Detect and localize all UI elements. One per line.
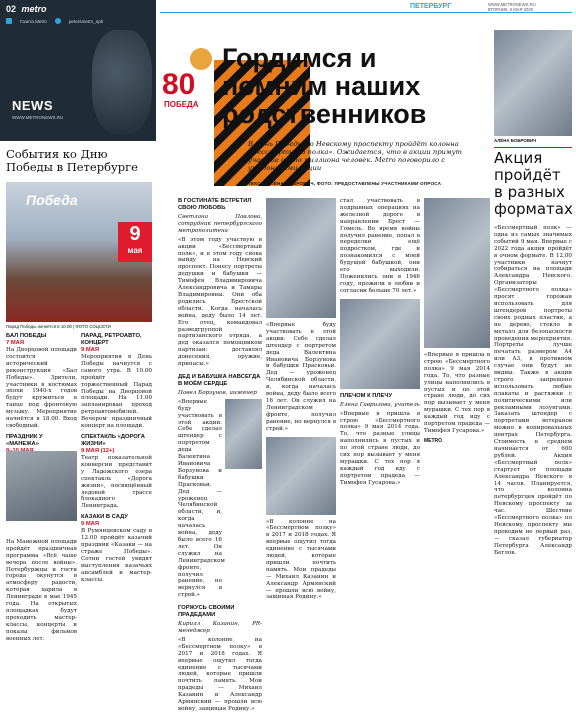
logo-year: 80	[162, 68, 196, 101]
story-author: Светлана Павлова, сотрудник петербургского метрополитена	[178, 214, 262, 234]
article-date: 7 МАЯ	[6, 340, 25, 346]
sidebar-col-2	[81, 333, 152, 683]
photo-caption: Парад Победы начнётся в 10.00 | ФОТО СОЦСЕТИ	[6, 324, 111, 329]
article-date: 9 МАЯ (12+)	[81, 447, 115, 454]
social-vk-label: Газета Metro	[20, 18, 47, 24]
date-badge: 9 мая	[118, 222, 152, 262]
sidebar-col-1	[6, 333, 77, 683]
parade-photo	[6, 182, 152, 322]
section-label: ПЕТЕРБУРГ	[410, 3, 452, 10]
article-title: ПРАЗДНИК У «МАНЕЖА»	[6, 433, 43, 447]
article-body: Мероприятия в День Победы начнутся с самого утра. В 10.00 пройдёт торжественный Парад Победы на Дворцовой площади. На 11.00 запланирован проход ретроавтомобилей. Вечером праздничный концерт на площади.	[81, 354, 152, 430]
story-middle-text: стал участвовать в подрывных операциях на железной дороге в направлении Брест — Гомель. Во время войны получил ранение, попал в переделки ещё подростком, где и познакомился с моей будущей бабушкой, они его выходили. Поженились они в 1946 году, прожили в любви и согласии больше 70 лет.»	[340, 198, 420, 294]
story-photo	[340, 299, 420, 389]
header-rule	[160, 12, 572, 13]
story-body: «Впервые я пришла в строю «Бессмертного полка» 9 мая 2014 года. То, что разные улицы наполнились в пустых и по этой стране люди, до сих пор вызывает у меня мурашки. С тех пор я каждый год иду с портретом прадеда — Тимофея Гусарова.»	[340, 410, 420, 486]
sidebar-headline: События ко Дню Победы в Петербурге	[6, 147, 138, 174]
story-title: ПЛЕЧОМ К ПЛЕЧУ	[340, 392, 393, 399]
page-number: 02	[6, 4, 17, 14]
story-title: ДЕД И БАБУШКА НАВСЕГДА В МОЁМ СЕРДЦЕ	[178, 373, 261, 387]
telegram-icon[interactable]	[55, 18, 61, 24]
victory-80-logo	[160, 40, 218, 124]
star-icon	[190, 48, 212, 70]
end-mark: METRO	[424, 437, 443, 444]
story-photo	[225, 399, 262, 469]
story-body-continued: «Впервые я пришла в строю «Бессмертного полка» 9 мая 2014 года. То, что разные улицы наполнились в пустых и по этой стране люди, до сих пор вызывает у меня мурашки. С тех пор я каждый год иду с портретом прадеда — Тимофея Гусарова.»	[424, 352, 490, 434]
right-body	[494, 225, 572, 683]
article-title: ПАРАД, РЕТРОАВТО, КОНЦЕРТ	[81, 333, 142, 346]
brand-logo: metro	[21, 4, 47, 14]
article-body: Театр показательной конверсии представит у Ладожского озера спектакль «Дорога жизни», посвящённый ледовой трассе блокадного Ленинграда.	[81, 454, 152, 510]
credit-line: ТЕКСТ: АЛЁНА БОБРОВИЧ, ФОТО: ПРЕДОСТАВЛЕНЫ УЧАСТНИКАМИ ОПРОСА	[248, 181, 442, 186]
story-author: Кирилл Казанин, PR-менеджер	[178, 621, 262, 635]
portrait-caption: АЛЁНА БОБРОВИЧ	[494, 138, 537, 143]
article-date: 9 МАЯ	[81, 347, 100, 353]
photo-sign: Победа	[26, 192, 78, 208]
article-body: На Дворцовой площади состоится исторический реконструкция «Бал Победы». Зрители, участники в костюмах эпохи 1940-х годов будут кружиться в танце под фронтовую музыку. Мероприятие начнётся в 18.00. Вход свободный.	[6, 347, 77, 429]
story-body: «В колонне на «Бессмертном полку» в 2017 и 2018 годах. Я впервые ощутил тогда единение с тысячами людей, которые пришли почтить память. Мои прадеды — Михаил Казанин и Александр Армянский — прошли всю войну, защищая Родину.»	[178, 636, 262, 712]
article-title: БАЛ ПОБЕДЫ	[6, 333, 47, 339]
news-mascot-image	[92, 30, 152, 134]
logo-word: ПОБЕДА	[164, 100, 199, 109]
story-body-continued: «Впервые буду участвовать в этой акции. Себе сделал штендер с портретом деда Валентина Ивановича Борзунова и бабушки Прасковьи. Дед — уроженец Челябинской области, и, когда началась война, деду было всего 16 лет. Он служил на Ленинградском фронте, получил ранение, но вернулся в строй.»	[266, 322, 336, 432]
news-url[interactable]: WWW.METRONEWS.RU	[12, 115, 64, 120]
story-body-continued: «В колонне на «Бессмертном полку» в 2017 и 2018 годах. Я впервые ощутил тогда единение с тысячами людей, которые пришли почтить память. Мои прадеды — Михаил Казанин и Александр Армянский — прошли всю войну, защищая Родину.»	[266, 518, 336, 601]
site-url: WWW.METRONEWS.RU	[488, 2, 536, 7]
main-col-c	[340, 198, 420, 683]
vk-icon[interactable]	[6, 18, 12, 24]
article-title: КАЗАКИ В САДУ	[81, 514, 128, 521]
issue-date: ВТОРНИК, 6 МАЯ 2025	[488, 7, 534, 12]
main-col-b	[266, 322, 336, 682]
story-title: ГОРЖУСЬ СВОИМИ ПРАДЕДАМИ	[178, 605, 235, 619]
main-col-a	[178, 198, 262, 712]
main-col-d	[424, 198, 490, 683]
story-title: В ГОСТИНАТЕ ВСТРЕТИЛ СВОЮ ЛЮБОВЬ	[178, 198, 252, 211]
story-body: «Впервые буду участвовать в этой акции. Себе сделал штендер с портретом деда Валентина Ивановича Борзунова и бабушки Прасковьи. Дед — уроженец Челябинской области, и, когда началась война, деду было всего 16 лет. Он служил на Ленинградском фронте, получил ранение, но вернулся в строй.»	[178, 398, 225, 599]
sidebar-header-block	[0, 0, 156, 141]
right-rule	[494, 147, 572, 148]
right-headline: Акция пройдёт в разных форматах	[494, 149, 573, 218]
story-photo-large	[266, 198, 336, 318]
author-portrait	[494, 30, 572, 136]
story-author: Елена Гаврилова, учитель	[340, 401, 420, 408]
article-date: 9 МАЯ	[81, 521, 100, 528]
header-meta	[488, 2, 536, 12]
news-label: NEWS	[12, 98, 53, 113]
story-author: Павел Борзунов, инженер	[178, 389, 257, 396]
story-body: «В этом году участвую в акции «Бессмертный полк», и в этом году снова выйду на Невский проспект. Понесу портреты дедушки и бабушки — Тимофея Владимировича Александровича и Тамары Владимировны. Они оба родились Брестской области. Когда началась война, деду было 14 лет. Его отец, командовал разведгруппой партизанского отряда, а дед оказался помощником партизан: доставлял донесения, оружие, припасы.»	[178, 236, 262, 368]
article-title: СПЕКТАКЛЬ «ДОРОГА ЖИЗНИ»	[81, 433, 145, 447]
article-body: На Манежной площади пройдёт праздничная программа «Всё чаще вечера после войны». Петербуржцы и гости города окунутся в атмосферу радости, которая царила в Ленинграде в мае 1945 года. На открытых площадках будут проходить мастер-классы, концерты и показы фильмов военных лет.	[6, 538, 77, 642]
article-body: В Румянцевском саду в 12.00 пройдёт казачий праздник «Казаки — на страже Победы». Сотни гостей увидят выступления казачьих ансамблей и мастер-классы.	[81, 528, 152, 583]
social-tg-label: petersmetro_spb	[68, 18, 104, 24]
story-photo-tall	[424, 198, 490, 348]
lead-text: В День Победы по Невскому проспекту пройдёт колонна «Бессмертного полка». Ожидается, что в акции примут участие около миллиона человек. Metro поговорило с участниками акции	[248, 140, 462, 172]
right-body-text: «Бессмертный полк» — одна из самых значимых событий 9 мая. Впервые с 2022 года акция пройдёт в очном формате. В 12.00 участники начнут собираться на площади Александра Невского. Организаторы «Бессмертного полка» просят горожан использовать для штендеров портреты своих родных пластик, а не дерево, стекло и металл для безопасности проведения мероприятия. Портреты лучше печатать размером А4 или А3, в противном случае они будут не видны. Также в акции строго запрещено использовать любые плакаты и растяжки с политическими или рекламными лозунгами. Заказать штендер с портретами ветеранов можно в копировальных центрах Петербурга. Стоимость в среднем начинается от 600 рублей. Акция «Бессмертный полк» стартует от площади Александра Невского в 14 часов. Планируется, что колонна петербургцев пройдёт по Невскому проспекту за час. Шествие «Бессмертного полка» по Невскому проспекту мы проводим не первый раз, — сказал губернатор Петербурга Александр Беглов.	[494, 225, 572, 556]
main-headline: Гордимся и помним наших родственников	[222, 43, 427, 129]
manezh-photo	[6, 451, 77, 521]
story-photo	[266, 437, 336, 515]
